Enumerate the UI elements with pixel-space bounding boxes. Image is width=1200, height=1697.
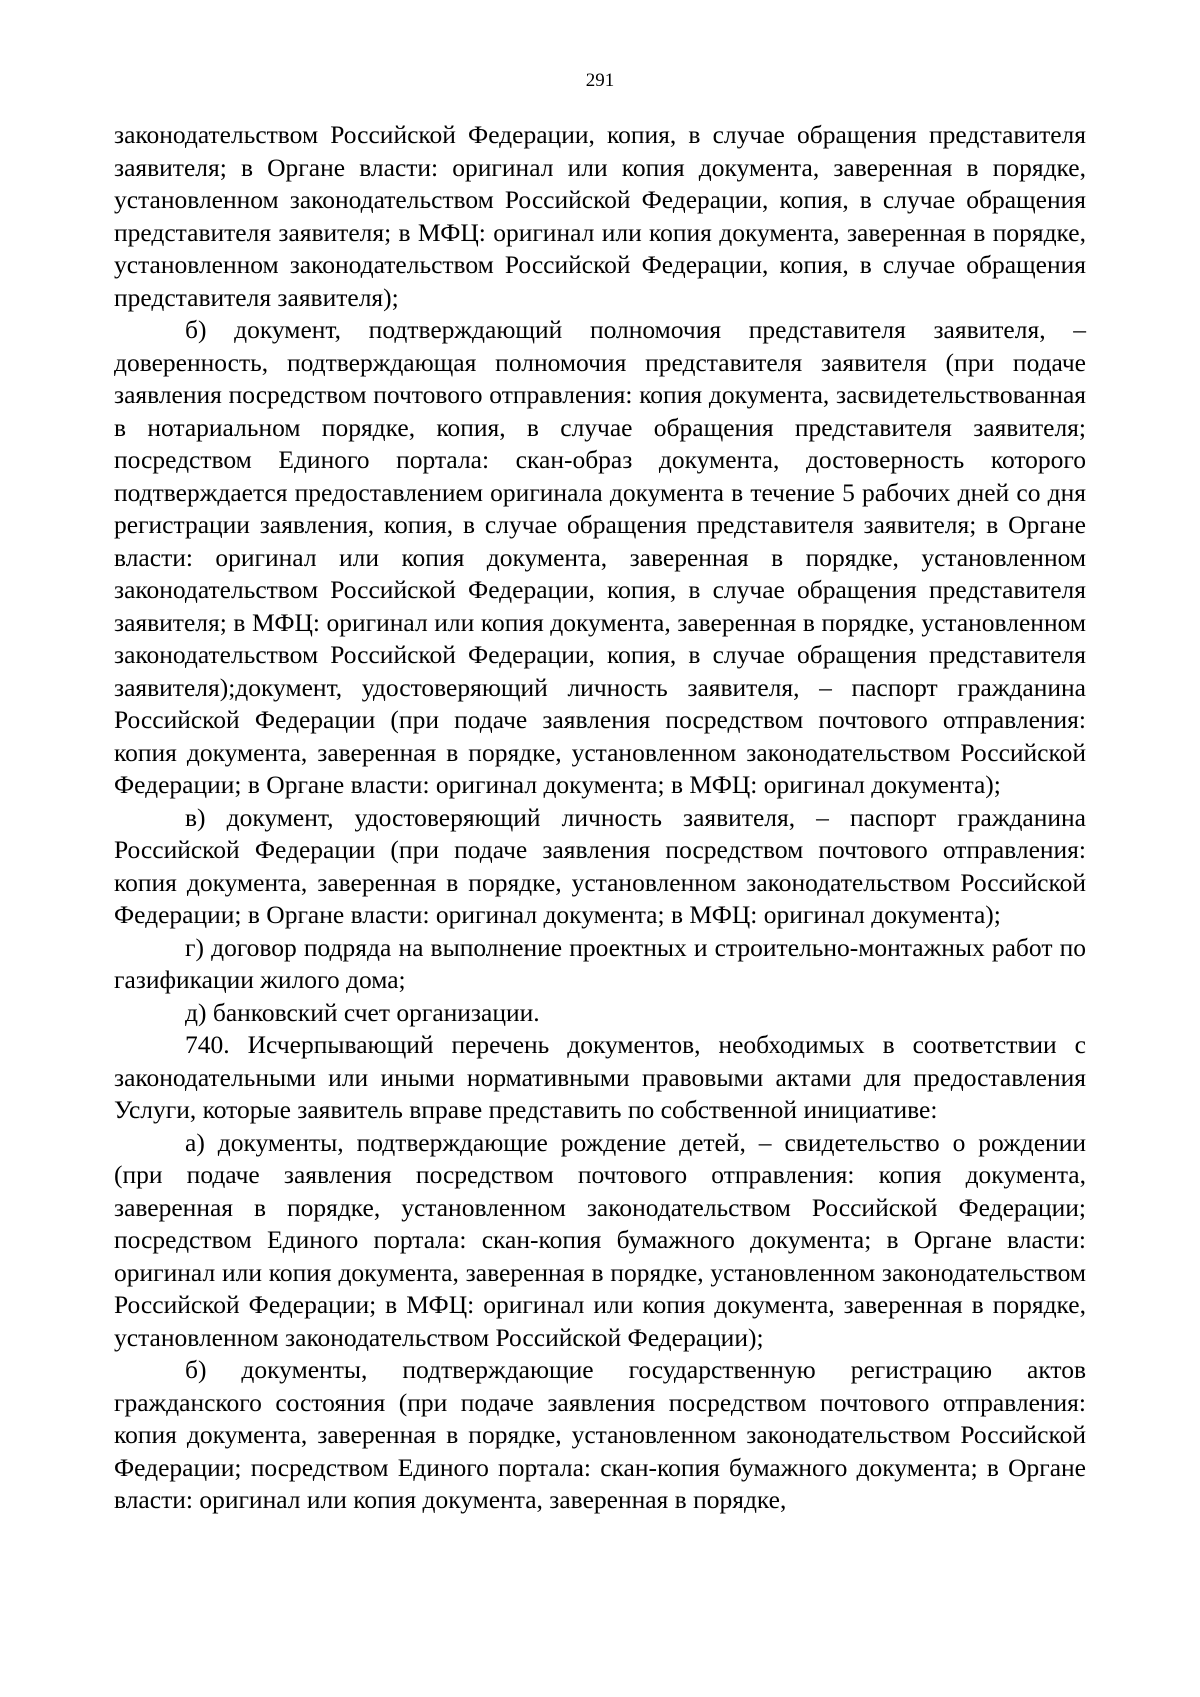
paragraph-item-b-representative-authority: б) документ, подтверждающий полномочия представителя заявителя, – доверенность, подтверждающая полномочия представителя заявителя (при подаче заявления посредством почтового отправления: копия документа, засвидетельствованная в нотариальном порядке, копия, в случае обращения представителя заявителя; посредством Единого портала: скан-образ документа, достоверность которого подтверждается предоставлением оригинала документа в течение 5 рабочих дней со дня регистрации заявления, копия, в случае обращения представителя заявителя; в Органе власти: оригинал или копия документа, заверенная в порядке, установленном законодательством Российской Федерации, копия, в случае обращения представителя заявителя; в МФЦ: оригинал или копия документа, заверенная в порядке, установленном законодательством Российской Федерации, копия, в случае обращения представителя заявителя);документ, удостоверяющий личность заявителя, – паспорт гражданина Российской Федерации (при подаче заявления посредством почтового отправления: копия документа, заверенная в порядке, установленном законодательством Российской Федерации; в Органе власти: оригинал документа; в МФЦ: оригинал документа); — [114, 315, 1086, 799]
paragraph-item-d-bank-account: д) банковский счет организации. — [185, 997, 540, 1027]
page-number: 291 — [585, 70, 615, 91]
document-body — [114, 119, 1086, 1517]
paragraph-item-b-civil-registration: б) документы, подтверждающие государственную регистрацию актов гражданского состояния (при подаче заявления посредством почтового отправления: копия документа, заверенная в порядке, установленном законодательством Российской Федерации; посредством Единого портала: скан-копия бумажного документа; в Органе власти: оригинал или копия документа, заверенная в порядке, — [114, 1355, 1086, 1514]
paragraph-section-740: 740. Исчерпывающий перечень документов, необходимых в соответствии с законодательными или иными нормативными правовыми актами для предоставления Услуги, которые заявитель вправе представить по собственной инициативе: — [114, 1030, 1086, 1124]
paragraph-item-v-identity-document: в) документ, удостоверяющий личность заявителя, – паспорт гражданина Российской Федерации (при подаче заявления посредством почтового отправления: копия документа, заверенная в порядке, установленном законодательством Российской Федерации; в Органе власти: оригинал документа; в МФЦ: оригинал документа); — [114, 802, 1086, 929]
paragraph-item-a-birth-certificate: а) документы, подтверждающие рождение детей, – свидетельство о рождении (при подаче заявления посредством почтового отправления: копия документа, заверенная в порядке, установленном законодательством Российской Федерации; посредством Единого портала: скан-копия бумажного документа; в Органе власти: оригинал или копия документа, заверенная в порядке, установленном законодательством Российской Федерации; в МФЦ: оригинал или копия документа, заверенная в порядке, установленном законодательством Российской Федерации); — [114, 1127, 1086, 1352]
paragraph-continuation: законодательством Российской Федерации, копия, в случае обращения представителя заявителя; в Органе власти: оригинал или копия документа, заверенная в порядке, установленном законодательством Российской Федерации, копия, в случае обращения представителя заявителя; в МФЦ: оригинал или копия документа, заверенная в порядке, установленном законодательством Российской Федерации, копия, в случае обращения представителя заявителя); — [114, 120, 1086, 312]
paragraph-item-g-contract: г) договор подряда на выполнение проектных и строительно-монтажных работ по газификации жилого дома; — [114, 932, 1086, 994]
